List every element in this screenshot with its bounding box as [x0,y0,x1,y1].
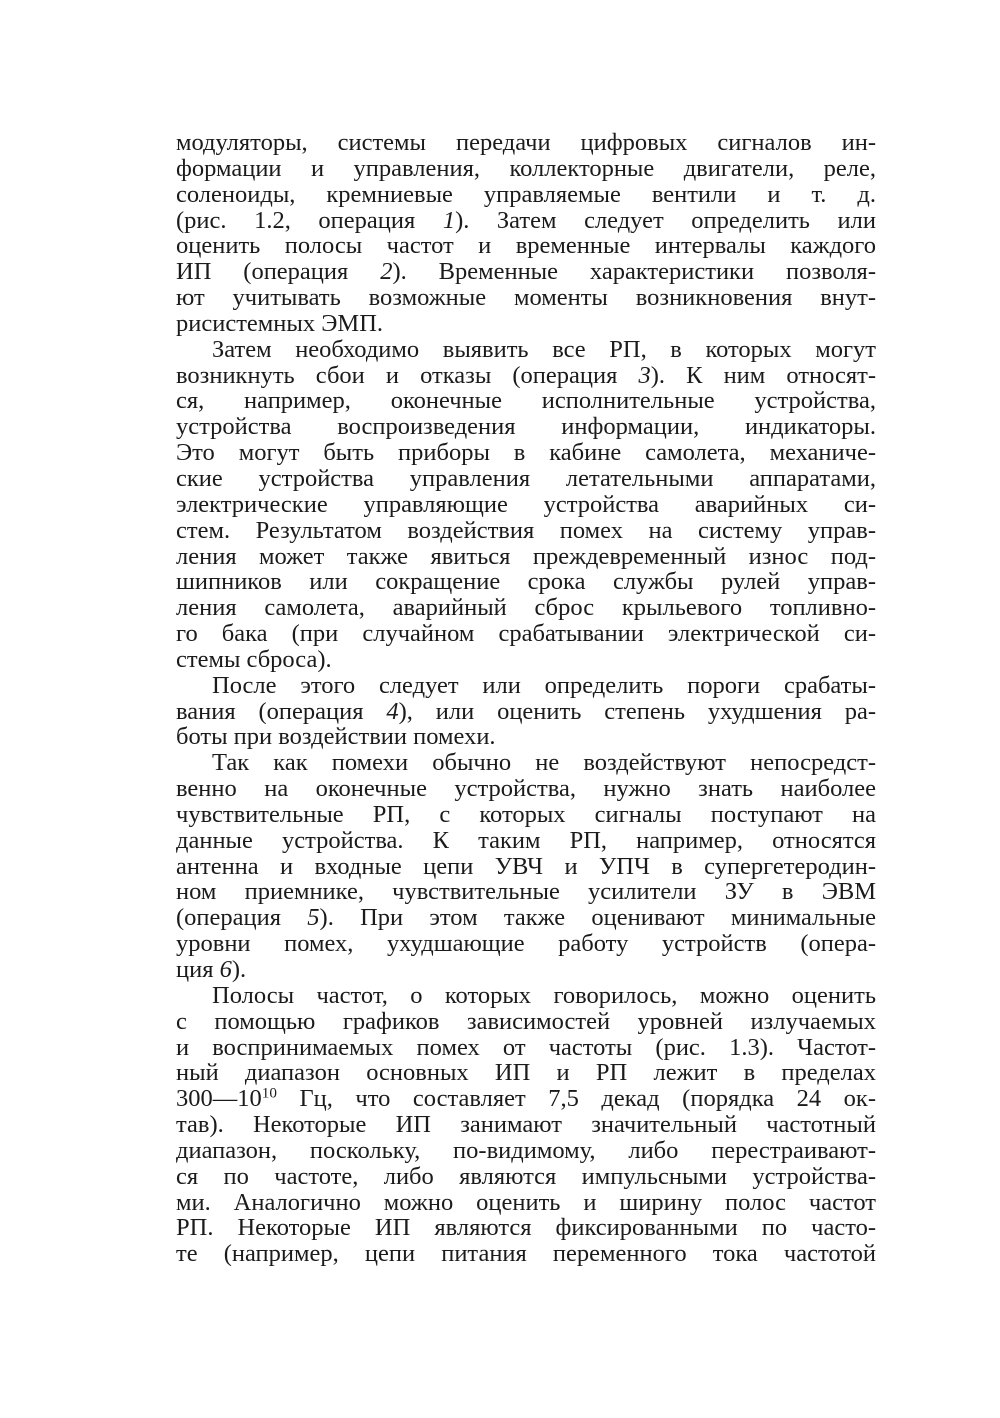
text-line: электрические управляющие устройства аварийных си- [176,490,876,518]
body-text [176,130,876,1267]
text-line: Полосы частот, о которых говорилось, можно оценить [212,981,876,1009]
text-line: модуляторы, системы передачи цифровых сигналов ин- [176,129,876,156]
text-line: ют учитывать возможные моменты возникновения внут- [176,284,876,312]
text-line: ми. Аналогично можно оценить и ширину полос частот [176,1188,876,1216]
paragraph-2 [176,337,876,673]
text-line: формации и управления, коллекторные двигатели, реле, [176,154,876,182]
text-line: уровни помех, ухудшающие работу устройств (опера- [176,930,876,958]
text-line: ся по частоте, либо являются импульсными устройства- [176,1162,876,1190]
text-line: ские устройства управления летательными аппаратами, [176,464,876,492]
text-line: оценить полосы частот и временные интервалы каждого [176,232,876,260]
text-line: ся, например, оконечные исполнительные устройства, [176,387,876,415]
text-line: те (например, цепи питания переменного тока частотой [176,1240,876,1268]
paragraph-1 [176,130,876,337]
text-line: ция 6). [176,956,247,983]
text-line: го бака (при случайном срабатывании электрической си- [176,620,876,648]
text-line: Это могут быть приборы в кабине самолета, механиче- [176,439,876,467]
text-line: диапазон, поскольку, по-видимому, либо перестраивают- [176,1136,876,1164]
text-line: стем. Результатом воздействия помех на систему управ- [176,516,876,544]
text-line: Затем необходимо выявить все РП, в которых могут [212,335,876,363]
paragraph-3 [176,673,876,751]
text-line: (рис. 1.2, операция 1). Затем следует определить или [176,206,876,234]
text-line: возникнуть сбои и отказы (операция 3). К ним относят- [176,361,877,389]
text-line: венно на оконечные устройства, нужно знать наиболее [176,775,876,803]
text-line: (операция 5). При этом также оценивают минимальные [176,904,876,932]
text-line: шипников или сокращение срока службы рулей управ- [176,568,876,596]
text-line: устройства воспроизведения информации, индикаторы. [176,413,876,441]
text-line: рисистемных ЭМП. [176,309,384,337]
text-line: Так как помехи обычно не воздействуют непосредст- [212,749,876,777]
text-line: ления может также явиться преждевременный износ под- [176,542,876,570]
text-line: с помощью графиков зависимостей уровней излучаемых [176,1007,876,1035]
text-line: После этого следует или определить пороги срабаты- [212,671,876,699]
text-line: чувствительные РП, с которых сигналы поступают на [176,800,876,828]
text-line: боты при воздействии помехи. [176,723,496,751]
text-line: ном приемнике, чувствительные усилители ЗУ в ЭВМ [176,878,876,906]
text-line: ления самолета, аварийный сброс крыльевого топливно- [176,594,876,622]
text-line: ИП (операция 2). Временные характеристики позволя- [176,258,876,286]
text-line: вания (операция 4), или оценить степень ухудшения ра- [176,697,876,725]
text-line: стемы сброса). [176,645,332,673]
text-line: данные устройства. К таким РП, например, относятся [176,826,876,854]
text-line: РП. Некоторые ИП являются фиксированными по часто- [176,1214,876,1242]
text-line: соленоиды, кремниевые управляемые вентили и т. д. [176,180,876,208]
paragraph-5 [176,983,876,1267]
paragraph-4 [176,750,876,983]
text-line: и воспринимаемых помех от частоты (рис. 1.3). Частот- [176,1033,876,1061]
text-line: антенна и входные цепи УВЧ и УПЧ в супергетеродин- [176,852,876,880]
text-line: тав). Некоторые ИП занимают значительный частотный [176,1111,876,1139]
text-line: $300—10^{10}$ Гц, что составляет 7,5 декад (порядка 24 ок- [176,1084,876,1113]
text-line: ный диапазон основных ИП и РП лежит в пределах [176,1059,876,1087]
